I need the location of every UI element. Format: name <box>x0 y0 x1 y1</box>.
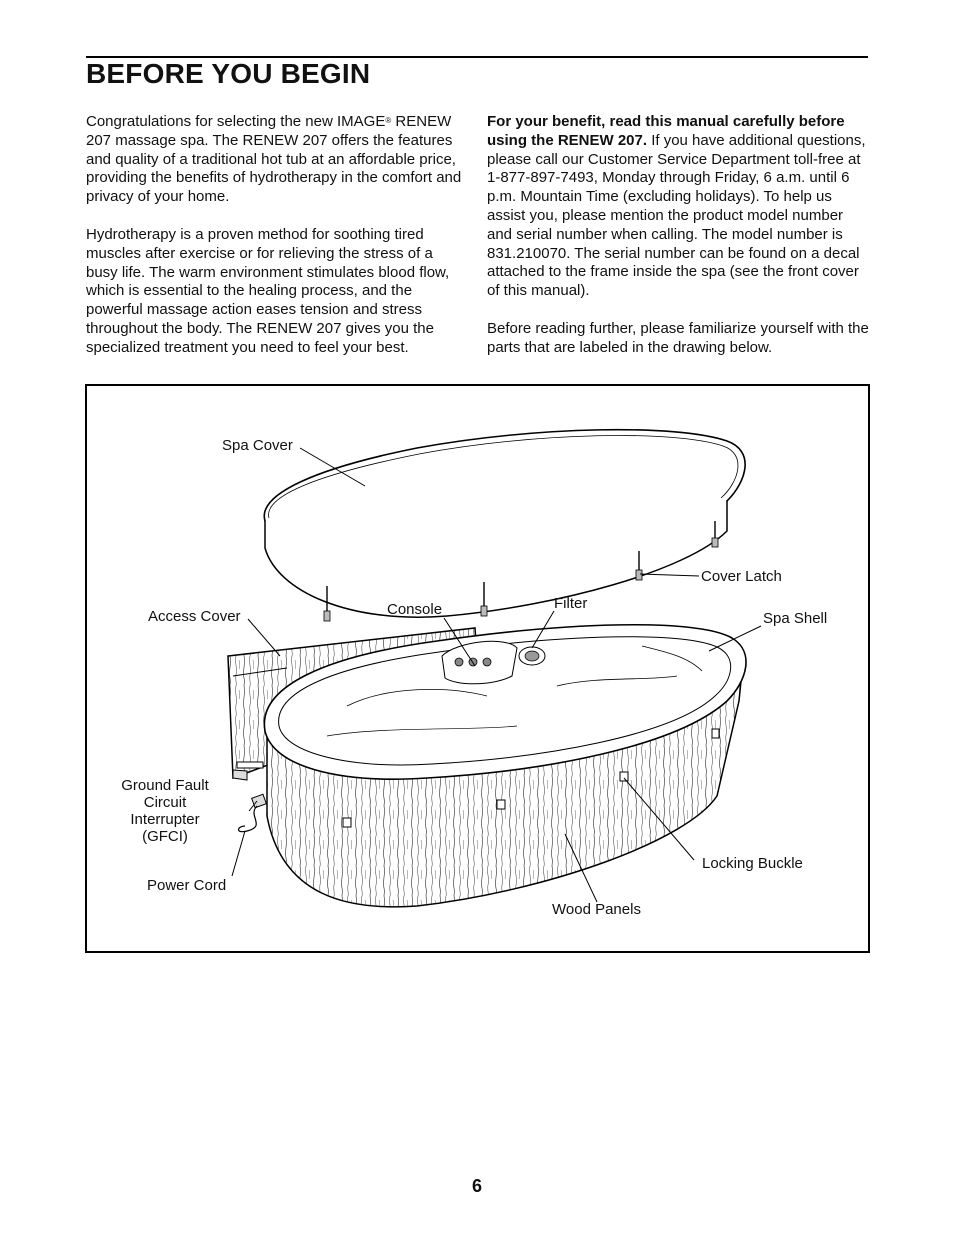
label-spa-shell: Spa Shell <box>763 610 828 627</box>
spa-cover-drawing <box>264 430 745 621</box>
intro-column-right <box>487 113 869 377</box>
intro-column-left <box>86 113 468 377</box>
benefit-bold-text: For your benefit, read this manual carefully before using the RENEW 207. <box>487 113 845 149</box>
label-locking-buckle: Locking Buckle <box>702 855 803 872</box>
label-gfci-line1: Ground Fault <box>121 777 209 794</box>
gfci-drawing <box>239 794 267 831</box>
spa-body-drawing <box>264 625 746 907</box>
intro-paragraph <box>86 113 468 207</box>
label-spa-cover: Spa Cover <box>222 437 293 454</box>
page-number: 6 <box>471 1176 482 1196</box>
label-gfci-line4: (GFCI) <box>142 828 188 845</box>
intro-text-part2: RENEW 207 massage spa. The RENEW 207 offers the features and quality of a traditional hot tub at an affordable price, providing the benefits of hydrotherapy in the comfort and privacy of your home. <box>86 113 462 206</box>
intro-text-part1: Congratulations for selecting the new IMAGE <box>86 113 386 130</box>
label-filter: Filter <box>554 595 588 612</box>
page-title: BEFORE YOU BEGIN <box>86 58 371 89</box>
parts-diagram <box>85 384 870 953</box>
familiarize-paragraph: Before reading further, please familiarize yourself with the parts that are labeled in the drawing below. <box>487 319 869 356</box>
label-gfci-line3: Interrupter <box>130 811 200 828</box>
registered-mark: ® <box>385 116 392 125</box>
label-wood-panels: Wood Panels <box>552 901 641 918</box>
label-console: Console <box>387 601 443 618</box>
benefit-text: If you have additional questions, please call our Customer Service Department toll-free at 1-877-897-7493, Monday through Friday, 6 a.m. until 6 p.m. Mountain Time (excluding holidays). To help us assist you, please mention the product model number and serial number when calling. The model number is 831.210070. The serial number can be found on a decal attached to the frame inside the spa (see the front cover of this manual). <box>487 131 866 300</box>
label-gfci-line2: Circuit <box>143 794 187 811</box>
label-access-cover: Access Cover <box>148 608 241 625</box>
label-gfci <box>110 777 220 845</box>
hydrotherapy-paragraph: Hydrotherapy is a proven method for soothing tired muscles after exercise or for relieving the stress of a busy life. The warm environment stimulates blood flow, which is essential to the healing process, and the powerful massage action eases tension and stress throughout the body. The RENEW 207 gives you the specialized treatment you need to feel your best. <box>86 225 450 356</box>
label-cover-latch: Cover Latch <box>701 568 782 585</box>
benefit-paragraph <box>487 113 869 301</box>
label-power-cord: Power Cord <box>147 877 227 894</box>
